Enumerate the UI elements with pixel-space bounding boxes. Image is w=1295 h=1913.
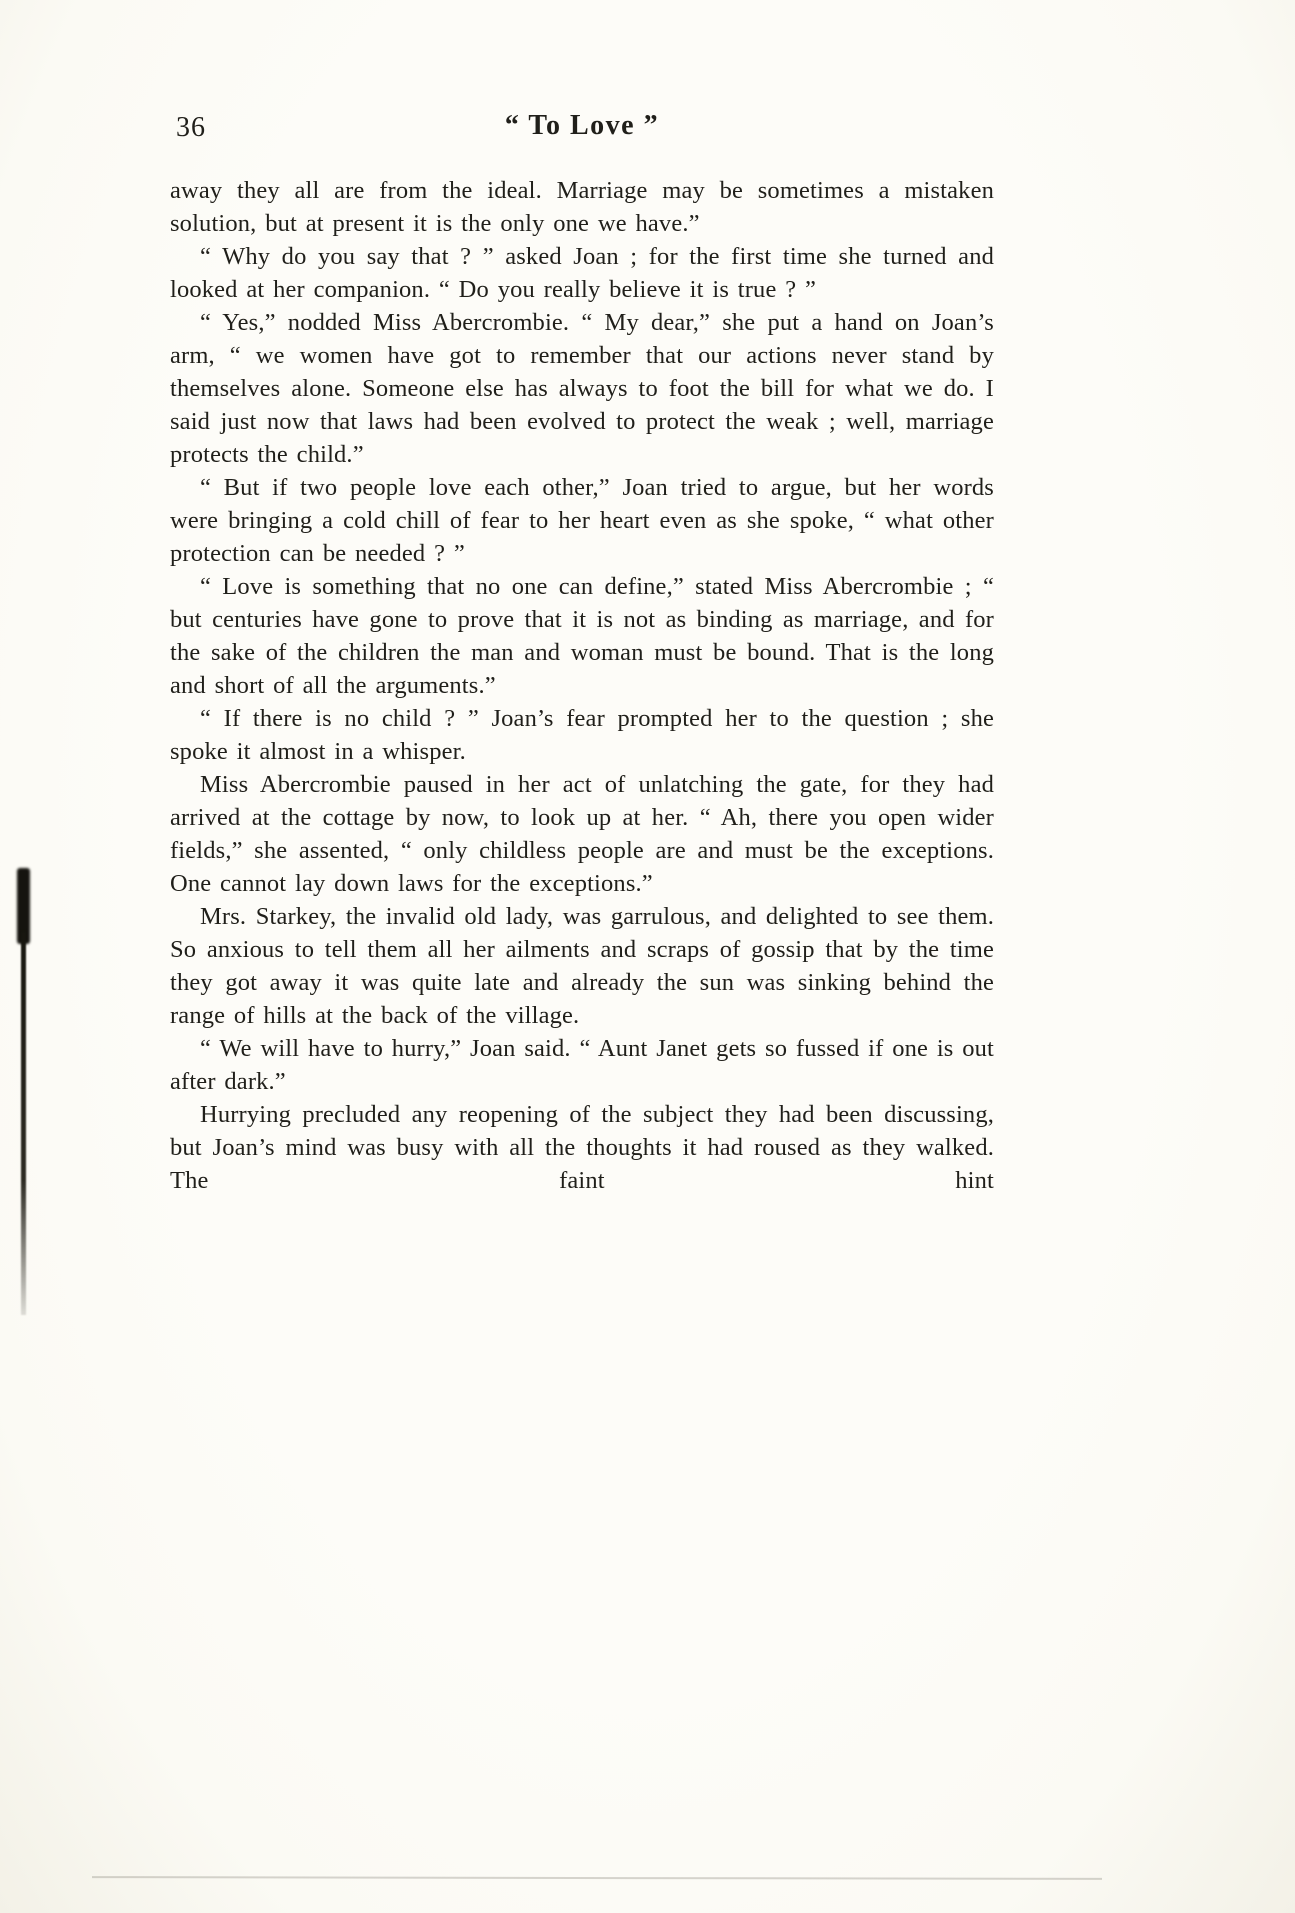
paragraph: “ But if two people love each other,” Joan tried to argue, but her words were bringing a cold chill of fear to her heart even as she spoke, “ what other protection can be needed ? ” — [170, 474, 994, 567]
paragraph: away they all are from the ideal. Marriage may be sometimes a mistaken solution, but at present it is the only one we have.” — [170, 177, 994, 237]
paragraph: Mrs. Starkey, the invalid old lady, was garrulous, and delighted to see them. So anxious to tell them all her ailments and scraps of gossip that by the time they got away it was quite late and already the sun was sinking behind the range of hills at the back of the village. — [170, 903, 994, 1029]
paragraph: “ We will have to hurry,” Joan said. “ Aunt Janet gets so fussed if one is out after dark.” — [170, 1035, 994, 1095]
running-title: “ To Love ” — [504, 110, 660, 141]
text-block — [170, 110, 994, 1197]
page-edge-shadow — [92, 1876, 1102, 1880]
paragraph: “ Yes,” nodded Miss Abercrombie. “ My dear,” she put a hand on Joan’s arm, “ we women have got to remember that our actions never stand by themselves alone. Someone else has always to foot the bill for what we do. I said just now that laws had been evolved to protect the weak ; well, marriage protects the child.” — [170, 309, 994, 468]
paragraph: “ Love is something that no one can define,” stated Miss Abercrombie ; “ but centuries have gone to prove that it is not as binding as marriage, and for the sake of the children the man and woman must be bound. That is the long and short of all the arguments.” — [170, 573, 994, 699]
paragraph: Hurrying precluded any reopening of the subject they had been discussing, but Joan’s mind was busy with all the thoughts it had roused as they walked. The faint hint — [170, 1101, 994, 1194]
paragraph: Miss Abercrombie paused in her act of unlatching the gate, for they had arrived at the cottage by now, to look up at her. “ Ah, there you open wider fields,” she assented, “ only childless people are and must be the exceptions. One cannot lay down laws for the exceptions.” — [170, 771, 994, 897]
page-number: 36 — [176, 112, 206, 143]
running-header — [170, 110, 994, 152]
page-body — [170, 174, 994, 1197]
paragraph: “ Why do you say that ? ” asked Joan ; for the first time she turned and looked at her companion. “ Do you really believe it is true ? ” — [170, 243, 994, 303]
binding-ink-streak — [21, 930, 26, 1315]
paragraph: “ If there is no child ? ” Joan’s fear prompted her to the question ; she spoke it almost in a whisper. — [170, 705, 994, 765]
